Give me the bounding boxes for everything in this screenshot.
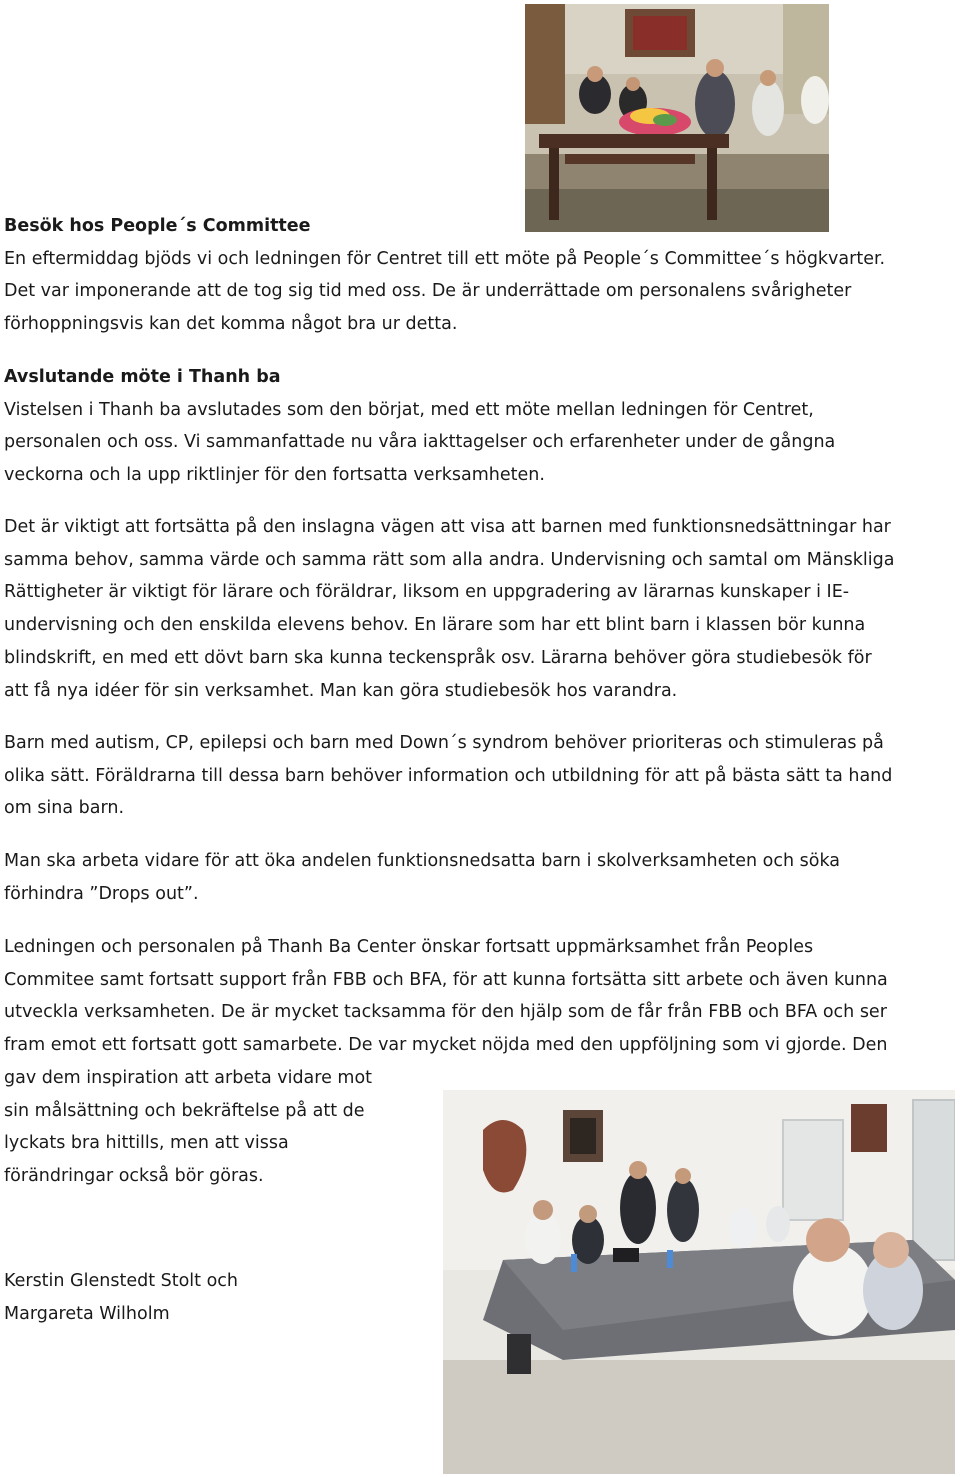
signature — [4, 1265, 238, 1330]
text-line: utveckla verksamheten. De är mycket tacksamma för den hjälp som de får från FBB och BFA och ser — [4, 1002, 887, 1023]
section-peoples-committee — [4, 210, 885, 341]
text-line: Det var imponerande att de tog sig tid med oss. De är underrättade om personalens svårigheter — [4, 281, 852, 302]
meeting-photo-peoples-committee — [525, 4, 829, 232]
classroom-meeting-photo-drawing — [443, 1090, 955, 1474]
signature-line: Kerstin Glenstedt Stolt och — [4, 1271, 239, 1291]
text-line: förhoppningsvis kan det komma något bra ur detta. — [4, 314, 458, 335]
section-closing-meeting — [4, 361, 835, 492]
paragraph-rights — [4, 511, 895, 707]
text-line: Barn med autism, CP, epilepsi och barn med Down´s syndrom behöver prioriteras och stimuleras på — [4, 733, 884, 753]
text-line: personalen och oss. Vi sammanfattade nu våra iakttagelser och erfarenheter under de gångna — [4, 432, 836, 453]
paragraph-school-participation — [4, 845, 840, 910]
text-line: Ledningen och personalen på Thanh Ba Center önskar fortsatt uppmärksamhet från Peoples — [4, 937, 814, 957]
text-line: förändringar också bör göras. — [4, 1165, 264, 1186]
text-line: blindskrift, en med ett dövt barn ska kunna teckenspråk osv. Lärarna behöver göra studiebesök för — [4, 647, 872, 668]
text-line: Rättigheter är viktigt för lärare och föräldrar, liksom en uppgradering av lärarnas kunskaper i IE- — [4, 582, 850, 603]
text-line: om sina barn. — [4, 798, 125, 819]
signature-line: Margareta Wilholm — [4, 1303, 170, 1324]
text-line: Man ska arbeta vidare för att öka andelen funktionsnedsatta barn i skolverksamheten och söka — [4, 851, 841, 871]
text-line: gav dem inspiration att arbeta vidare mot — [4, 1067, 373, 1088]
section-heading: Avslutande möte i Thanh ba — [4, 367, 281, 387]
text-line: En eftermiddag bjöds vi och ledningen för Centret till ett möte på People´s Committee´s högkvarter. — [4, 248, 886, 269]
text-line: Commitee samt fortsatt support från FBB och BFA, för att kunna fortsätta sitt arbete och även kunna — [4, 969, 888, 990]
text-line: lyckats bra hittills, men att vissa — [4, 1133, 289, 1154]
text-line: fram emot ett fortsatt gott samarbete. De var mycket nöjda med den uppföljning som vi gjorde. Den — [4, 1035, 888, 1056]
meeting-photo-peoples-committee-drawing — [525, 4, 829, 232]
paragraph-children-needs — [4, 727, 892, 825]
text-line: sin målsättning och bekräftelse på att de — [4, 1100, 365, 1121]
text-line: förhindra ”Drops out”. — [4, 883, 199, 904]
text-line: veckorna och la upp riktlinjer för den fortsatta verksamheten. — [4, 465, 545, 486]
text-line: Det är viktigt att fortsätta på den inslagna vägen att visa att barnen med funktionsnedsättningar har — [4, 517, 891, 537]
classroom-meeting-photo — [443, 1090, 955, 1474]
text-line: undervisning och den enskilda elevens behov. En lärare som har ett blint barn i klassen bör kunna — [4, 615, 866, 636]
text-line: att få nya idéer för sin verksamhet. Man kan göra studiebesök hos varandra. — [4, 680, 678, 701]
section-heading: Besök hos People´s Committee — [4, 216, 311, 236]
text-line: samma behov, samma värde och samma rätt som alla andra. Undervisning och samtal om Mänskliga — [4, 549, 895, 570]
text-line: Vistelsen i Thanh ba avslutades som den börjat, med ett möte mellan ledningen för Centret, — [4, 399, 814, 420]
text-line: olika sätt. Föräldrarna till dessa barn behöver information och utbildning för att på bästa sätt ta hand — [4, 765, 893, 786]
